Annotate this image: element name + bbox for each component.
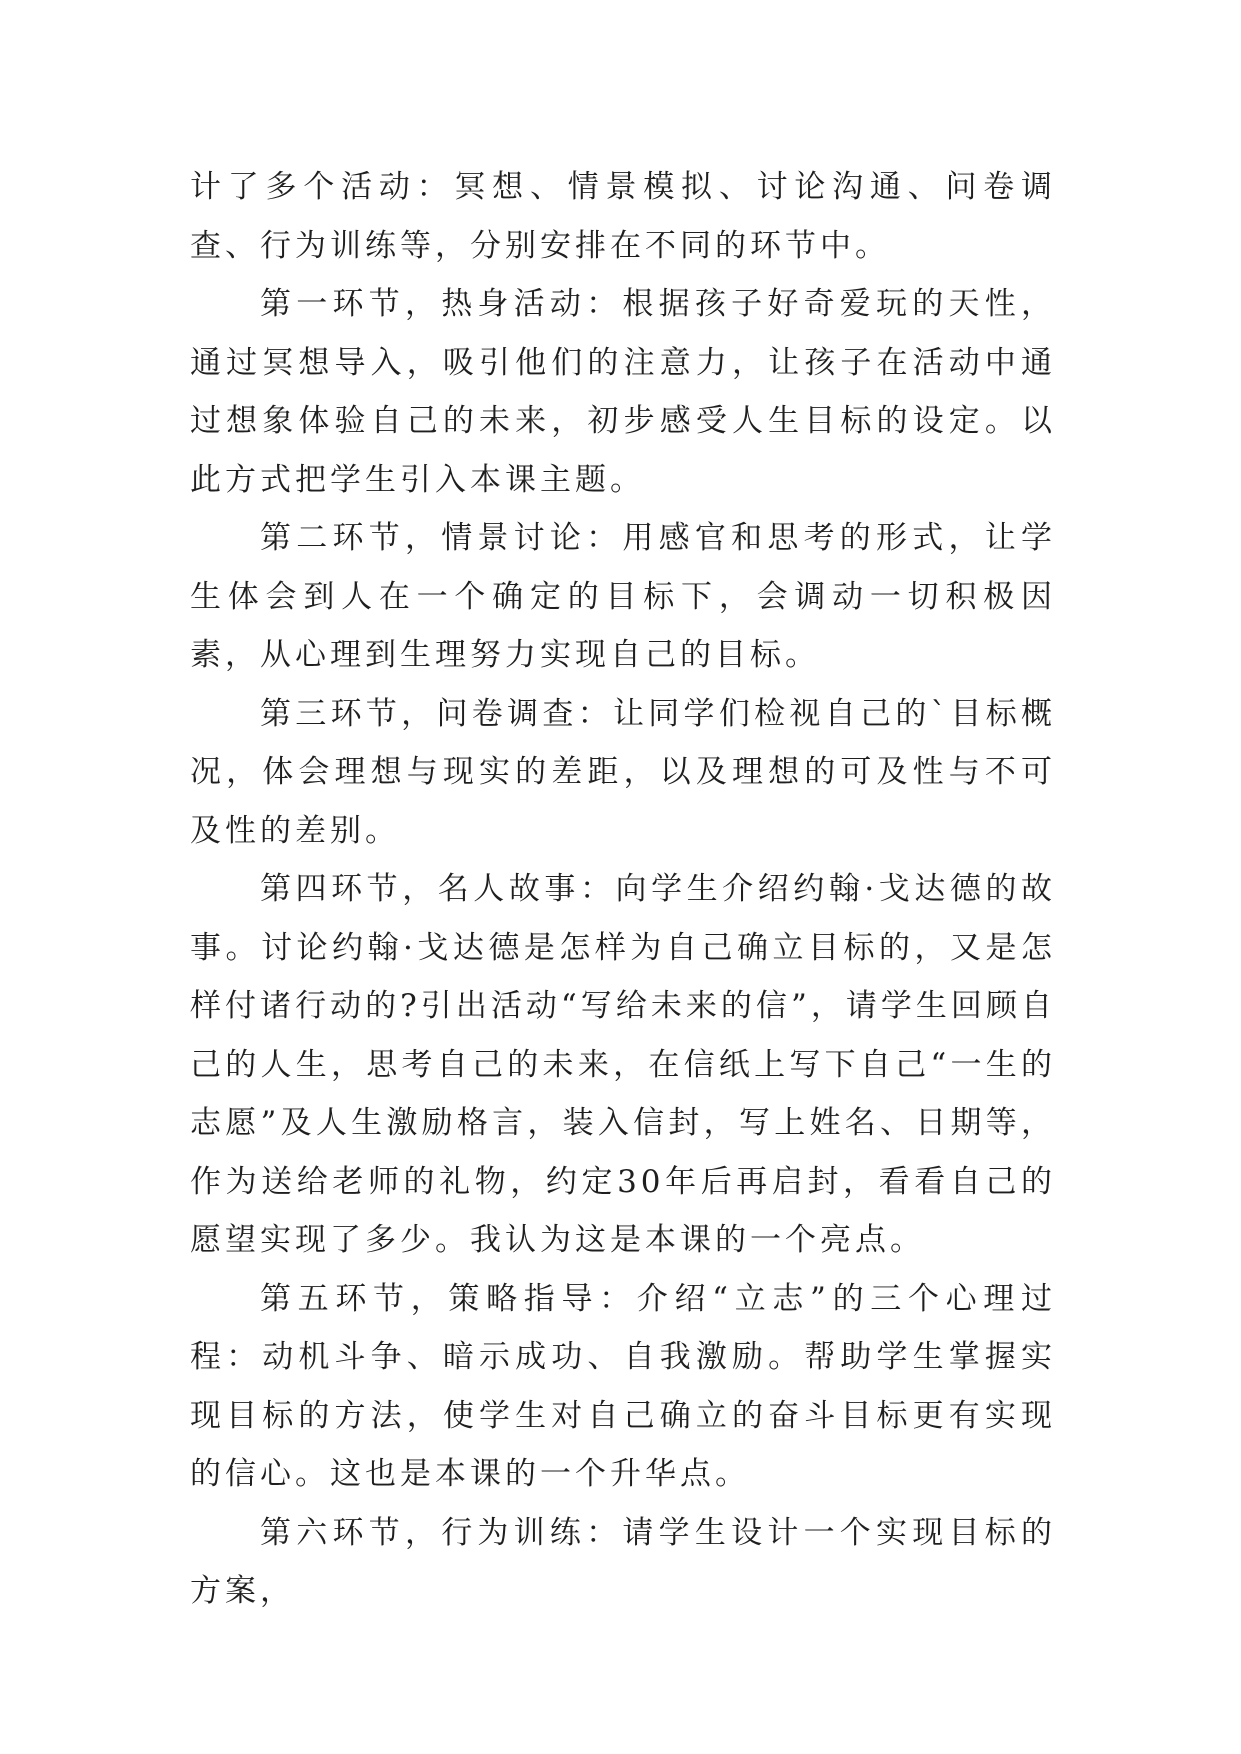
paragraph-stage-four: 第四环节，名人故事：向学生介绍约翰·戈达德的故事。讨论约翰·戈达德是怎样为自己确立目标的，又是怎样付诸行动的?引出活动“写给未来的信”，请学生回顾自己的人生，思考自己的未来，在信纸上写下自己“一生的志愿”及人生激励格言，装入信封，写上姓名、日期等，作为送给老师的礼物，约定30年后再启封，看看自己的愿望实现了多少。我认为这是本课的一个亮点。 [190, 871, 1056, 1258]
paragraph-activities-intro: 计了多个活动：冥想、情景模拟、讨论沟通、问卷调查、行为训练等，分别安排在不同的环节中。 [190, 169, 1056, 264]
paragraph-stage-six: 第六环节，行为训练：请学生设计一个实现目标的方案， [190, 1514, 1056, 1609]
document-body [190, 158, 1056, 1621]
paragraph-stage-three: 第三环节，问卷调查：让同学们检视自己的`目标概况，体会理想与现实的差距，以及理想的可及性与不可及性的差别。 [190, 695, 1056, 849]
paragraph-stage-two: 第二环节，情景讨论：用感官和思考的形式，让学生体会到人在一个确定的目标下，会调动一切积极因素，从心理到生理努力实现自己的目标。 [190, 520, 1056, 673]
paragraph-stage-one: 第一环节，热身活动：根据孩子好奇爱玩的天性，通过冥想导入，吸引他们的注意力，让孩子在活动中通过想象体验自己的未来，初步感受人生目标的设定。以此方式把学生引入本课主题。 [190, 286, 1056, 498]
paragraph-stage-five: 第五环节，策略指导：介绍“立志”的三个心理过程：动机斗争、暗示成功、自我激励。帮助学生掌握实现目标的方法，使学生对自己确立的奋斗目标更有实现的信心。这也是本课的一个升华点。 [190, 1280, 1056, 1492]
